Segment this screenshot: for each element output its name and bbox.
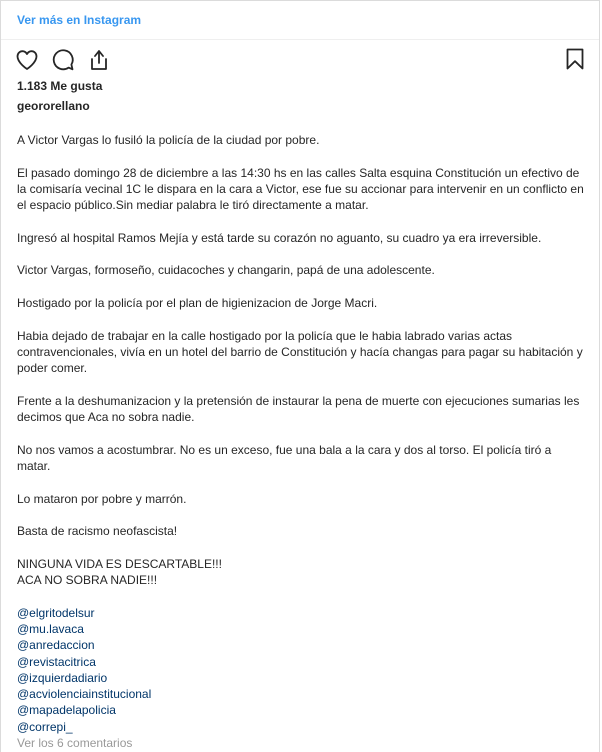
shout-line: ACA NO SOBRA NADIE!!! (17, 573, 158, 588)
caption-paragraph: Habia dejado de trabajar en la calle hostigado por la policía que le habia labrado varias actas contravencionales, vivía en un hotel del barrio de Constitución y hacía changas para pagar su habitación y poder comer. (17, 328, 583, 376)
view-more-on-instagram-link[interactable]: Ver más en Instagram (17, 13, 142, 27)
action-bar (15, 47, 123, 73)
share-icon (87, 48, 111, 72)
post-username[interactable]: geororellano (17, 99, 90, 113)
heart-icon (15, 48, 39, 72)
header-divider (1, 39, 599, 40)
save-button[interactable] (563, 47, 587, 71)
likes-count[interactable]: 1.183 Me gusta (17, 79, 103, 93)
mention-link[interactable]: @acviolenciainstitucional (17, 687, 152, 702)
mention-link[interactable]: @mapadelapolicia (17, 703, 116, 718)
mention-link[interactable]: @mu.lavaca (17, 621, 84, 636)
comment-button[interactable] (51, 48, 75, 72)
mentions-list (17, 605, 585, 735)
caption-paragraph: Basta de racismo neofascista! (17, 524, 178, 539)
caption-paragraph: Ingresó al hospital Ramos Mejía y está tarde su corazón no aguanto, su cuadro ya era irreversible. (17, 230, 542, 245)
caption-paragraph: Victor Vargas, formoseño, cuidacoches y changarin, papá de una adolescente. (17, 263, 435, 278)
like-button[interactable] (15, 48, 39, 72)
mention-link[interactable]: @anredaccion (17, 638, 95, 653)
comment-icon (51, 48, 75, 72)
share-button[interactable] (87, 48, 111, 72)
caption-paragraph: Lo mataron por pobre y marrón. (17, 491, 187, 506)
mention-link[interactable]: @izquierdadiario (17, 670, 108, 685)
bookmark-icon (563, 47, 587, 71)
caption-paragraph: El pasado domingo 28 de diciembre a las 14:30 hs en las calles Salta esquina Constitución un efectivo de la comisaría vecinal 1C le dispara en la cara a Victor, ese fue su accionar para intervenir en un conflicto en el espacio público.Sin mediar palabra le tiró directamente a matar. (17, 165, 584, 213)
mention-link[interactable]: @elgritodelsur (17, 605, 95, 620)
caption-paragraph: Hostigado por la policía por el plan de higienizacion de Jorge Macri. (17, 295, 378, 310)
caption-paragraph: A Victor Vargas lo fusiló la policía de la ciudad por pobre. (17, 133, 320, 147)
mention-link[interactable]: @revistacitrica (17, 654, 96, 669)
view-comments-link[interactable]: Ver los 6 comentarios (17, 736, 133, 750)
caption-shout (17, 556, 585, 589)
caption-paragraph: No nos vamos a acostumbrar. No es un exceso, fue una bala a la cara y dos al torso. El policía tiró a matar. (17, 442, 552, 473)
post-caption (17, 132, 585, 735)
caption-paragraph: Frente a la deshumanizacion y la pretensión de instaurar la pena de muerte con ejecuciones sumarias les decimos que Aca no sobra nadie. (17, 393, 580, 425)
shout-line: NINGUNA VIDA ES DESCARTABLE!!! (17, 556, 222, 571)
mention-link[interactable]: @correpi_ (17, 719, 73, 734)
